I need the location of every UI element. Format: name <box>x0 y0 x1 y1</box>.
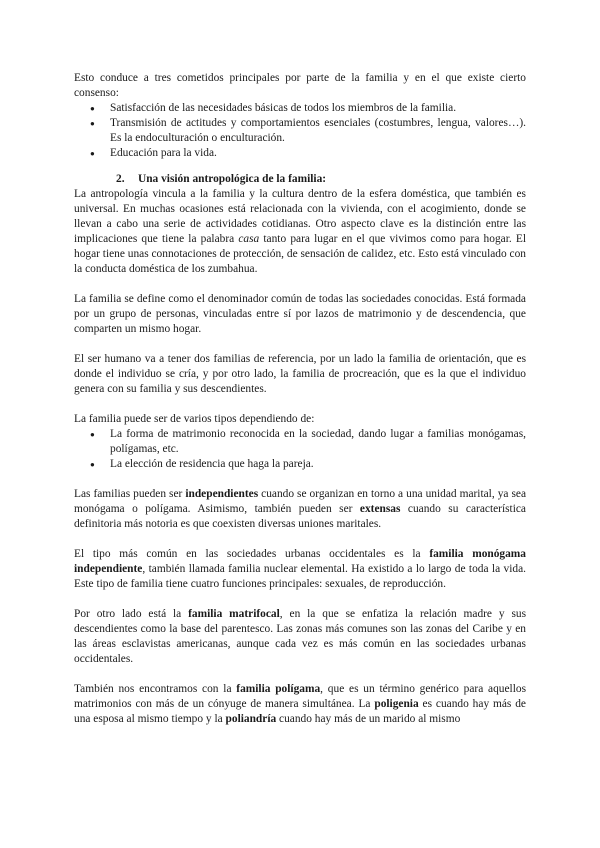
family-types-bullet-list <box>74 427 526 472</box>
document-body <box>74 71 526 727</box>
section-title: Una visión antropológica de la familia: <box>138 173 327 185</box>
paragraph-independent-extended: Las familias pueden ser independientes cuando se organizan en torno a una unidad marital, ya sea monógama o polígama. Asimismo, también pueden ser extensas cuando su característica definitoria más notoria es que coexisten diversas uniones maritales. <box>74 488 526 530</box>
paragraph-family-types: La familia puede ser de varios tipos dependiendo de: <box>74 413 315 425</box>
intro-bullet-list <box>74 101 526 161</box>
bullet-item: ● Satisfacción de las necesidades básicas de todos los miembros de la familia. <box>74 101 526 116</box>
bullet-item: ● Transmisión de actitudes y comportamientos esenciales (costumbres, lengua, valores…). Es la endoculturación o enculturación. <box>74 116 526 146</box>
paragraph-reference-families: El ser humano va a tener dos familias de referencia, por un lado la familia de orientación, que es donde el individuo se cría, y por otro lado, la familia de procreación, que es la que el individuo genera con su familia y sus descendientes. <box>74 353 526 395</box>
bold-term: extensas <box>359 503 401 515</box>
bullet-item: ● Educación para la vida. <box>74 146 526 161</box>
bullet-item: ● La forma de matrimonio reconocida en la sociedad, dando lugar a familias monógamas, polígamas, etc. <box>74 427 526 457</box>
section-heading <box>74 172 526 187</box>
intro-paragraph: Esto conduce a tres cometidos principales por parte de la familia y en el que existe cierto consenso: <box>74 72 526 99</box>
paragraph-monogamous-family: El tipo más común en las sociedades urbanas occidentales es la familia monógama independiente, también llamada familia nuclear elemental. Ha existido a lo largo de toda la vida. Este tipo de familia tiene cuatro funciones principales: sexuales, de reproducción. <box>74 548 526 590</box>
paragraph-polygamous-family: También nos encontramos con la familia polígama, que es un término genérico para aquellos matrimonios con más de un cónyuge de manera simultánea. La poligenia es cuando hay más de una esposa al mismo tiempo y la poliandría cuando hay más de un marido al mismo <box>74 683 526 725</box>
bold-term: familia matrifocal <box>188 608 280 620</box>
paragraph-matrifocal-family: Por otro lado está la familia matrifocal, en la que se enfatiza la relación madre y sus descendientes como la base del parentesco. Las zonas más comunes son las zonas del Caribe y en las áreas esclavistas americanas, aunque cada vez es más común en las sociedades urbanas occidentales. <box>74 608 527 665</box>
bold-term: poliandría <box>225 713 277 725</box>
emphasis-text: casa <box>238 233 260 245</box>
paragraph-family-definition: La familia se define como el denominador común de todas las sociedades conocidas. Está formada por un grupo de personas, vinculadas entre sí por lazos de matrimonio y de descendencia, que comparten un mismo hogar. <box>74 293 526 335</box>
bullet-item: ● La elección de residencia que haga la pareja. <box>74 457 526 472</box>
section-number: 2. <box>116 173 125 185</box>
bold-term: poligenia <box>374 698 419 710</box>
bold-term: independientes <box>185 488 259 500</box>
paragraph-domestic-sphere: La antropología vincula a la familia y la cultura dentro de la esfera doméstica, que también es universal. En muchas ocasiones está relacionada con la vivienda, con el acogimiento, donde se llevan a cabo una serie de actividades cotidianas. Otro aspecto clave es la distinción entre las implicaciones que tiene la palabra casa tanto para lugar en el que vivimos como para hogar. El hogar tiene unas connotaciones de protección, de sensación de calidez, etc. Esto está vinculado con la conducta doméstica de los zumbahua. <box>74 188 526 275</box>
bold-term: familia monógama independiente <box>74 548 526 575</box>
bold-term: familia polígama <box>236 683 321 695</box>
